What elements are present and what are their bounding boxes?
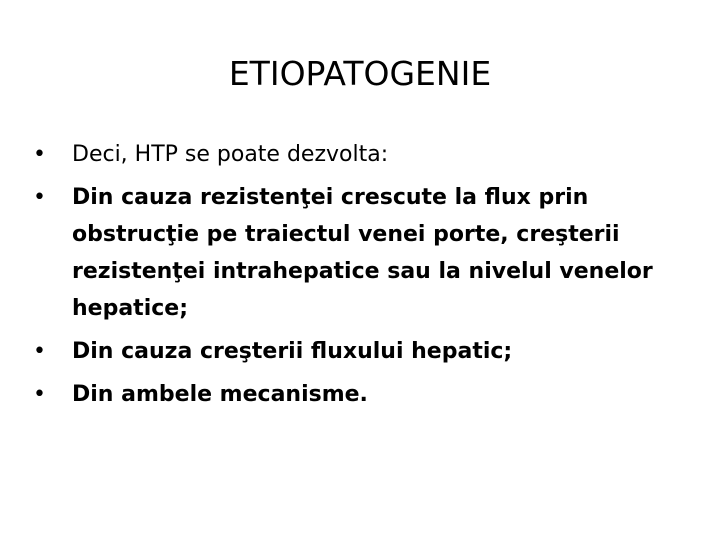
bullet-icon: • [33, 339, 46, 364]
bullet-text: Din cauza rezistenţei crescute la flux prin obstrucţie pe traiectul venei porte, creşterii rezistenţei intrahepatice sau la nivelul venelor hepatice; [72, 185, 653, 321]
bullet-text: Din ambele mecanisme. [72, 382, 368, 407]
bullet-text: Deci, HTP se poate dezvolta: [72, 142, 389, 167]
bullet-item-2 [30, 179, 670, 327]
bullet-list [30, 136, 670, 419]
bullet-item-3 [30, 333, 670, 370]
slide-title: ETIOPATOGENIE [228, 54, 492, 93]
bullet-icon: • [33, 185, 46, 210]
bullet-icon: • [33, 382, 46, 407]
bullet-item-1 [30, 136, 670, 173]
bullet-item-4 [30, 376, 670, 413]
bullet-icon: • [33, 142, 46, 167]
bullet-text: Din cauza creşterii fluxului hepatic; [72, 339, 513, 364]
